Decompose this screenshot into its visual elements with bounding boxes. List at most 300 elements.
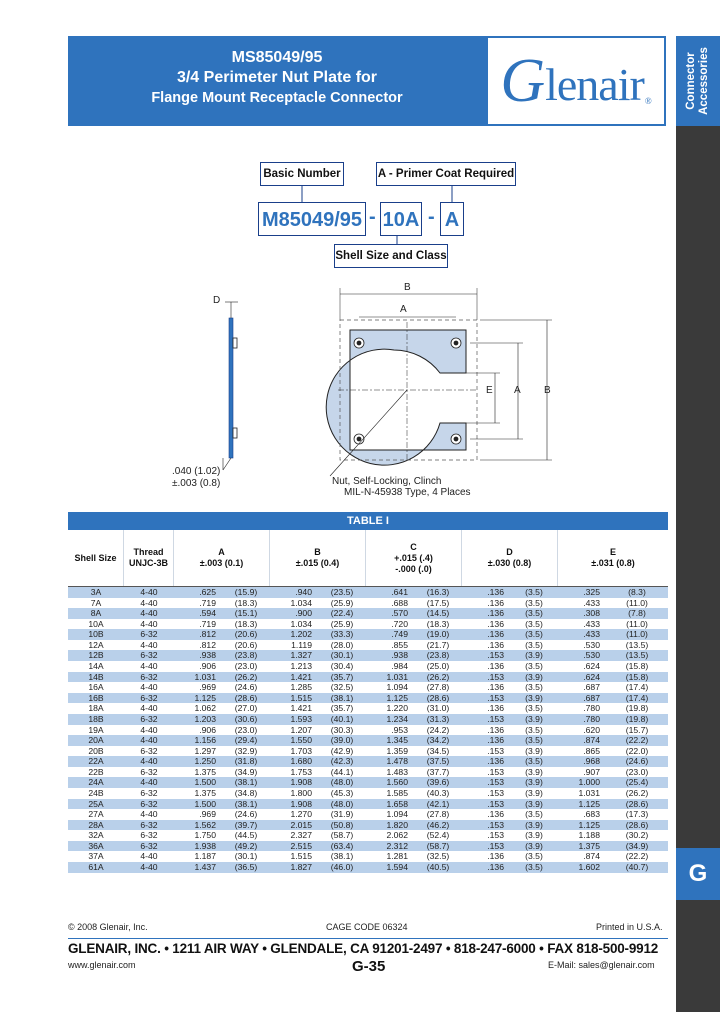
cell-a-in: 1.437: [194, 862, 216, 873]
cell-thread: 4-40: [140, 682, 158, 693]
cell-d-in: .136: [487, 735, 504, 746]
side-tab-label: Connector Accessories: [685, 47, 710, 115]
cell-b-in: 1.515: [290, 692, 312, 703]
cell-thread: 6-32: [140, 713, 158, 724]
cell-thread: 4-40: [140, 597, 158, 608]
cell-c-mm: (37.5): [426, 756, 450, 767]
col-header-a: [174, 530, 270, 586]
table-row: [68, 661, 668, 672]
cell-b-in: 1.034: [290, 618, 312, 629]
cell-b-mm: (35.7): [330, 671, 354, 682]
cell-e-mm: (8.3): [628, 587, 646, 597]
cell-c-mm: (27.8): [426, 809, 450, 820]
cell-thread: 6-32: [140, 830, 158, 841]
cell-c-in: 1.560: [386, 777, 408, 788]
cell-a-in: .625: [199, 587, 216, 597]
cell-a-mm: (20.6): [234, 629, 258, 640]
table-row: [68, 735, 668, 746]
cell-a-in: .719: [199, 597, 216, 608]
cell-d-in: .153: [487, 830, 504, 841]
cell-a-mm: (24.6): [234, 682, 258, 693]
part-series-title: MS85049/95: [231, 49, 323, 66]
table-row: [68, 851, 668, 862]
cell-c-mm: (40.3): [426, 787, 450, 798]
col-header-a-1: A: [218, 547, 225, 557]
cell-a-in: 1.062: [194, 703, 216, 714]
cell-e-mm: (15.8): [625, 661, 649, 672]
dimension-table: [68, 512, 668, 873]
cell-a-in: .812: [199, 639, 216, 650]
cell-b-mm: (38.1): [330, 851, 354, 862]
cell-c-mm: (24.2): [426, 724, 450, 735]
table-row: [68, 841, 668, 852]
cell-b-mm: (35.7): [330, 703, 354, 714]
cell-shell: 16A: [88, 682, 104, 693]
dim-label-a-side: A: [514, 385, 521, 396]
cage-code: CAGE CODE 06324: [326, 922, 408, 932]
cell-c-in: .688: [391, 597, 408, 608]
thickness-dim-2: ±.003 (0.8): [172, 478, 221, 489]
cell-e-mm: (30.2): [625, 830, 649, 841]
col-header-thread: [124, 530, 174, 586]
cell-e-in: .433: [583, 618, 600, 629]
cell-b-in: 1.421: [290, 671, 312, 682]
cell-a-mm: (24.6): [234, 809, 258, 820]
cell-d-in: .153: [487, 671, 504, 682]
cell-e-mm: (22.2): [625, 851, 649, 862]
cell-e-in: .620: [583, 724, 600, 735]
cell-b-mm: (39.0): [330, 735, 354, 746]
cell-d-in: .153: [487, 745, 504, 756]
cell-d-in: .136: [487, 639, 504, 650]
cell-d-mm: (3.5): [525, 608, 543, 619]
cell-shell: 14B: [88, 671, 104, 682]
cell-e-mm: (28.6): [625, 819, 649, 830]
table-row: [68, 862, 668, 873]
cell-c-mm: (37.7): [426, 766, 450, 777]
cell-c-in: .720: [391, 618, 408, 629]
cell-b-in: 1.800: [290, 787, 312, 798]
cell-e-mm: (19.8): [625, 703, 649, 714]
cell-c-in: 2.312: [386, 840, 408, 851]
cell-shell: 20B: [88, 745, 104, 756]
thickness-dim-1: .040 (1.02): [172, 466, 221, 477]
cell-e-mm: (22.2): [625, 735, 649, 746]
cell-shell: 19A: [88, 724, 104, 735]
cell-a-in: .906: [199, 724, 216, 735]
cell-d-mm: (3.5): [525, 756, 543, 767]
cell-d-mm: (3.5): [525, 629, 543, 640]
cell-a-mm: (38.1): [234, 798, 258, 809]
cell-c-in: .570: [391, 608, 408, 619]
cell-c-in: .855: [391, 639, 408, 650]
cell-b-mm: (42.3): [330, 756, 354, 767]
primer-value: A: [440, 202, 464, 236]
title-line-2: 3/4 Perimeter Nut Plate for: [176, 69, 378, 86]
cell-c-mm: (40.5): [426, 862, 450, 873]
cell-a-mm: (28.6): [234, 692, 258, 703]
cell-shell: 24B: [88, 787, 104, 798]
cell-b-mm: (44.1): [330, 766, 354, 777]
col-header-e: [558, 530, 668, 586]
basic-number-value: M85049/95: [258, 202, 366, 236]
cell-a-in: 1.375: [194, 787, 216, 798]
cell-thread: 6-32: [140, 629, 158, 640]
cell-c-in: 1.483: [386, 766, 408, 777]
col-header-e-1: E: [609, 547, 616, 557]
cell-thread: 4-40: [140, 587, 158, 597]
email-link[interactable]: E-Mail: sales@glenair.com: [548, 960, 655, 970]
cell-a-in: 1.750: [194, 830, 216, 841]
cell-d-in: .136: [487, 618, 504, 629]
nut-callout-2: MIL-N-45938 Type, 4 Places: [344, 487, 471, 498]
cell-b-mm: (33.3): [330, 629, 354, 640]
cell-shell: 22B: [88, 766, 104, 777]
table-row: [68, 788, 668, 799]
cell-a-in: .938: [199, 650, 216, 661]
cell-a-mm: (38.1): [234, 777, 258, 788]
cell-d-in: .136: [487, 756, 504, 767]
cell-a-in: 1.375: [194, 766, 216, 777]
cell-e-mm: (11.0): [626, 618, 648, 629]
col-header-b-1: B: [314, 547, 321, 557]
cell-b-mm: (46.0): [330, 862, 354, 873]
cell-c-mm: (28.6): [426, 692, 450, 703]
cell-b-in: 1.202: [290, 629, 312, 640]
table-body: [68, 587, 668, 873]
cell-a-mm: (18.3): [234, 597, 258, 608]
cell-e-mm: (11.0): [626, 597, 648, 608]
cell-e-mm: (24.6): [625, 756, 649, 767]
cell-c-mm: (19.0): [426, 629, 450, 640]
cell-b-mm: (30.3): [330, 724, 354, 735]
section-tab-g: G: [676, 848, 720, 900]
cell-d-in: .136: [487, 851, 504, 862]
cell-thread: 4-40: [140, 661, 158, 672]
cell-shell: 25A: [88, 798, 104, 809]
cell-b-mm: (25.9): [330, 597, 354, 608]
cell-e-mm: (23.0): [625, 766, 649, 777]
cell-a-in: .969: [199, 682, 216, 693]
cell-d-mm: (3.5): [525, 862, 543, 873]
cell-shell: 3A: [90, 587, 102, 597]
table-row: [68, 703, 668, 714]
cell-d-in: .153: [487, 650, 504, 661]
cell-shell: 61A: [88, 862, 104, 873]
dim-label-e: E: [486, 385, 493, 396]
cell-b-mm: (48.0): [330, 777, 354, 788]
cell-e-mm: (17.3): [625, 809, 649, 820]
printed-in: Printed in U.S.A.: [596, 922, 663, 932]
cell-c-mm: (26.2): [426, 671, 450, 682]
cell-e-in: .308: [583, 608, 600, 619]
cell-e-mm: (15.7): [625, 724, 649, 735]
dash-2: -: [428, 206, 435, 228]
cell-b-in: 1.703: [290, 745, 312, 756]
table-row: [68, 725, 668, 736]
table-header: [68, 530, 668, 587]
col-header-b-2: ±.015 (0.4): [295, 558, 340, 568]
cell-b-mm: (58.7): [330, 830, 354, 841]
cell-d-in: .153: [487, 713, 504, 724]
cell-thread: 4-40: [140, 777, 158, 788]
cell-thread: 4-40: [140, 724, 158, 735]
col-header-c: [366, 530, 462, 586]
cell-d-mm: (3.5): [525, 639, 543, 650]
table-row: [68, 777, 668, 788]
table-row: [68, 799, 668, 810]
cell-d-in: .153: [487, 766, 504, 777]
cell-b-in: 1.327: [290, 650, 312, 661]
cell-a-mm: (29.4): [234, 735, 258, 746]
table-row: [68, 598, 668, 609]
cell-a-in: 1.031: [194, 671, 216, 682]
table-row: [68, 693, 668, 704]
cell-a-in: 1.562: [194, 819, 216, 830]
cell-a-in: 1.187: [194, 851, 216, 862]
cell-a-mm: (36.5): [234, 862, 258, 873]
cell-thread: 6-32: [140, 692, 158, 703]
table-row: [68, 608, 668, 619]
cell-c-in: 1.281: [386, 851, 408, 862]
cell-c-in: 1.658: [386, 798, 408, 809]
col-header-d-2: ±.030 (0.8): [487, 558, 532, 568]
cell-b-in: .900: [295, 608, 312, 619]
cell-e-in: .907: [583, 766, 600, 777]
cell-d-mm: (3.9): [525, 830, 543, 841]
cell-a-in: 1.250: [194, 756, 216, 767]
cell-b-in: 1.908: [290, 798, 312, 809]
cell-b-in: 1.593: [290, 713, 312, 724]
cell-e-in: .874: [583, 735, 600, 746]
col-header-shell-text: Shell Size: [74, 552, 117, 563]
cell-c-in: .641: [391, 587, 408, 597]
cell-shell: 24A: [88, 777, 104, 788]
col-header-thread-1: Thread: [133, 547, 164, 557]
copyright: © 2008 Glenair, Inc.: [68, 922, 148, 932]
cell-d-mm: (3.5): [525, 682, 543, 693]
cell-a-mm: (44.5): [234, 830, 258, 841]
cell-b-in: 1.515: [290, 851, 312, 862]
cell-c-in: 1.345: [386, 735, 408, 746]
cell-e-mm: (28.6): [625, 798, 649, 809]
cell-c-in: .984: [391, 661, 408, 672]
cell-e-in: 1.602: [578, 862, 600, 873]
table-row: [68, 650, 668, 661]
cell-c-in: 1.094: [386, 682, 408, 693]
col-header-b: [270, 530, 366, 586]
cell-b-mm: (31.9): [330, 809, 354, 820]
dash-1: -: [369, 206, 376, 228]
basic-number-label: Basic Number: [260, 162, 344, 186]
cell-c-mm: (25.0): [426, 661, 450, 672]
cell-e-in: 1.125: [578, 798, 600, 809]
col-header-c-3: -.000 (.0): [395, 563, 432, 574]
table-row: [68, 682, 668, 693]
cell-e-in: .687: [583, 682, 600, 693]
cell-b-in: 1.550: [290, 735, 312, 746]
cell-shell: 7A: [90, 597, 102, 608]
cell-c-in: 1.094: [386, 809, 408, 820]
cell-d-in: .136: [487, 661, 504, 672]
cell-c-mm: (31.3): [426, 713, 450, 724]
cell-b-mm: (30.1): [330, 650, 354, 661]
cell-c-mm: (34.2): [426, 735, 450, 746]
cell-e-in: .624: [583, 661, 600, 672]
cell-c-mm: (46.2): [426, 819, 450, 830]
cell-thread: 4-40: [140, 851, 158, 862]
cell-c-mm: (52.4): [426, 830, 450, 841]
col-header-d-1: D: [506, 547, 513, 557]
cell-a-mm: (30.6): [234, 713, 258, 724]
cell-e-mm: (13.5): [625, 639, 649, 650]
cell-d-mm: (3.5): [525, 851, 543, 862]
cell-shell: 37A: [88, 851, 104, 862]
cell-a-in: 1.125: [194, 692, 216, 703]
cell-e-mm: (13.5): [625, 650, 649, 661]
cell-d-mm: (3.5): [525, 735, 543, 746]
cell-d-in: .136: [487, 597, 504, 608]
cell-d-in: .153: [487, 787, 504, 798]
cell-d-mm: (3.9): [525, 787, 543, 798]
cell-b-mm: (22.4): [330, 608, 354, 619]
cell-c-in: 1.234: [386, 713, 408, 724]
cell-shell: 14A: [88, 661, 104, 672]
cell-e-mm: (7.8): [628, 608, 646, 619]
cell-b-mm: (48.0): [330, 798, 354, 809]
cell-shell: 36A: [88, 840, 104, 851]
cell-e-in: .874: [583, 851, 600, 862]
cell-d-in: .136: [487, 724, 504, 735]
cell-shell: 28A: [88, 819, 104, 830]
title-line-3: Flange Mount Receptacle Connector: [151, 90, 403, 106]
cell-c-mm: (18.3): [426, 618, 450, 629]
cell-d-in: .153: [487, 692, 504, 703]
cell-d-mm: (3.9): [525, 777, 543, 788]
page-number: G-35: [352, 958, 386, 975]
cell-d-in: .136: [487, 862, 504, 873]
cell-e-in: .433: [583, 629, 600, 640]
cell-b-in: 1.680: [290, 756, 312, 767]
cell-d-in: .136: [487, 587, 504, 597]
cell-d-mm: (3.9): [525, 840, 543, 851]
cell-shell: 18B: [88, 713, 104, 724]
cell-a-in: .812: [199, 629, 216, 640]
cell-e-in: .624: [583, 671, 600, 682]
cell-d-in: .153: [487, 819, 504, 830]
cell-d-mm: (3.5): [525, 618, 543, 629]
cell-b-mm: (63.4): [330, 840, 354, 851]
cell-shell: 10A: [88, 618, 104, 629]
table-row: [68, 619, 668, 630]
cell-e-mm: (26.2): [625, 787, 649, 798]
cell-e-in: .687: [583, 692, 600, 703]
table-row: [68, 714, 668, 725]
cell-b-in: 1.270: [290, 809, 312, 820]
cell-a-in: 1.500: [194, 777, 216, 788]
cell-thread: 6-32: [140, 787, 158, 798]
cell-b-in: .940: [295, 587, 312, 597]
cell-b-mm: (23.5): [330, 587, 354, 597]
cell-a-in: 1.203: [194, 713, 216, 724]
cell-a-in: .719: [199, 618, 216, 629]
dim-label-a-top: A: [400, 304, 407, 315]
cell-b-mm: (32.5): [330, 682, 354, 693]
table-row: [68, 809, 668, 820]
cell-thread: 6-32: [140, 798, 158, 809]
cell-e-mm: (17.4): [625, 692, 649, 703]
cell-b-in: 2.015: [290, 819, 312, 830]
col-header-e-2: ±.031 (0.8): [591, 558, 635, 568]
table-row: [68, 767, 668, 778]
cell-b-in: 2.327: [290, 830, 312, 841]
col-header-shell: [68, 530, 124, 586]
cell-thread: 6-32: [140, 766, 158, 777]
cell-a-in: 1.156: [194, 735, 216, 746]
cell-a-mm: (23.0): [234, 661, 258, 672]
cell-b-mm: (42.9): [330, 745, 354, 756]
cell-c-in: 2.062: [386, 830, 408, 841]
cell-a-in: .969: [199, 809, 216, 820]
cell-e-in: 1.125: [578, 819, 600, 830]
cell-a-mm: (15.1): [234, 608, 258, 619]
cell-a-in: 1.938: [194, 840, 216, 851]
website-link[interactable]: www.glenair.com: [68, 960, 136, 970]
cell-shell: 22A: [88, 756, 104, 767]
table-row: [68, 820, 668, 831]
cell-a-mm: (18.3): [234, 618, 258, 629]
cell-c-mm: (17.5): [426, 597, 450, 608]
table-row: [68, 640, 668, 651]
cell-shell: 27A: [88, 809, 104, 820]
cell-a-in: .906: [199, 661, 216, 672]
cell-a-mm: (31.8): [234, 756, 258, 767]
cell-d-mm: (3.9): [525, 713, 543, 724]
cell-d-in: .136: [487, 608, 504, 619]
cell-thread: 6-32: [140, 819, 158, 830]
cell-d-mm: (3.5): [525, 724, 543, 735]
cell-a-mm: (15.9): [234, 587, 258, 597]
cell-c-in: 1.031: [386, 671, 408, 682]
cell-shell: 32A: [88, 830, 104, 841]
cell-shell: 8A: [90, 608, 102, 619]
cell-e-mm: (34.9): [625, 840, 649, 851]
cell-b-in: 1.207: [290, 724, 312, 735]
cell-e-mm: (40.7): [625, 862, 649, 873]
cell-c-mm: (42.1): [426, 798, 450, 809]
cell-d-mm: (3.5): [525, 809, 543, 820]
cell-c-mm: (31.0): [426, 703, 450, 714]
cell-a-mm: (32.9): [234, 745, 258, 756]
cell-c-in: .749: [391, 629, 408, 640]
cell-e-in: .683: [583, 809, 600, 820]
cell-d-mm: (3.9): [525, 650, 543, 661]
cell-a-mm: (23.0): [234, 724, 258, 735]
nut-callout-1: Nut, Self-Locking, Clinch: [332, 476, 442, 487]
cell-d-in: .136: [487, 682, 504, 693]
cell-d-mm: (3.9): [525, 766, 543, 777]
cell-c-in: 1.594: [386, 862, 408, 873]
cell-c-mm: (39.6): [426, 777, 450, 788]
cell-b-mm: (45.3): [330, 787, 354, 798]
cell-thread: 4-40: [140, 639, 158, 650]
cell-b-in: 1.213: [290, 661, 312, 672]
cell-b-mm: (38.1): [330, 692, 354, 703]
table-title: TABLE I: [68, 512, 668, 530]
cell-d-mm: (3.5): [525, 661, 543, 672]
cell-b-in: 1.908: [290, 777, 312, 788]
glenair-logo: G lenair ®: [486, 36, 666, 126]
